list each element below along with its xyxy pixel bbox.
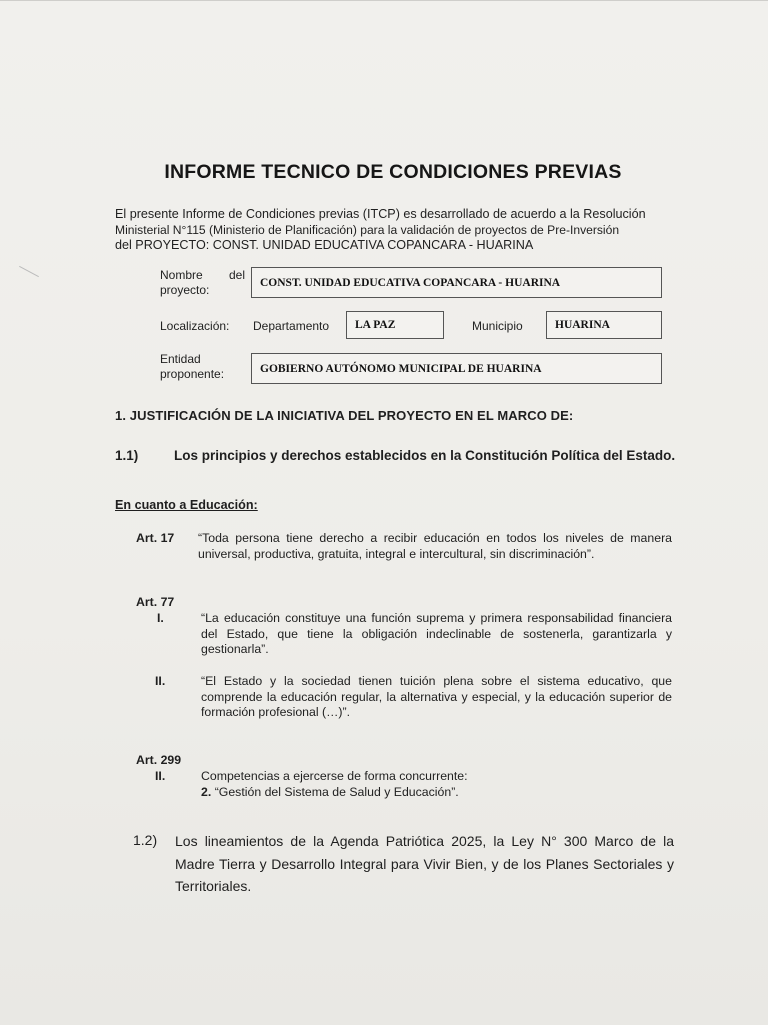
- municipio-label: Municipio: [472, 319, 523, 333]
- document-title: INFORME TECNICO DE CONDICIONES PREVIAS: [164, 161, 622, 183]
- art-77-label: Art. 77: [136, 595, 175, 609]
- section-1-1-number: 1.1): [115, 448, 139, 463]
- municipio-field: HUARINA: [546, 311, 662, 339]
- art-299-ii-item: [201, 785, 672, 801]
- intro-paragraph: [115, 207, 675, 254]
- departamento-label: Departamento: [253, 319, 330, 333]
- art-17-label: Art. 17: [136, 531, 175, 545]
- scan-mark: [19, 266, 39, 277]
- intro-line-1: El presente Informe de Condiciones previas (ITCP) es desarrollado de acuerdo a la Resolución: [115, 207, 646, 221]
- educacion-heading: En cuanto a Educación:: [115, 498, 258, 512]
- art-299-ii-item-number: 2.: [201, 785, 212, 799]
- entidad-field: GOBIERNO AUTÓNOMO MUNICIPAL DE HUARINA: [251, 353, 662, 384]
- art-77-ii-label: II.: [155, 674, 166, 688]
- art-77-i-label: I.: [157, 611, 164, 625]
- section-1-2-number: 1.2): [133, 832, 158, 848]
- section-1-2-text: Los lineamientos de la Agenda Patriótica 2025, la Ley N° 300 Marco de la Madre Tierra y Desarrollo Integral para Vivir Bien, y de los Planes Sectoriales y Territoriales.: [175, 833, 674, 894]
- art-299-label: Art. 299: [136, 753, 182, 767]
- nombre-proyecto-field: CONST. UNIDAD EDUCATIVA COPANCARA - HUARINA: [251, 267, 662, 298]
- localizacion-label: Localización:: [160, 319, 230, 333]
- art-17-text: “Toda persona tiene derecho a recibir educación en todos los niveles de manera universal, productiva, gratuita, integral e intercultural, sin discriminación”.: [198, 531, 672, 561]
- departamento-field: LA PAZ: [346, 311, 444, 339]
- section-1-1-text: Los principios y derechos establecidos en la Constitución Política del Estado.: [174, 448, 676, 463]
- section-1-heading: 1. JUSTIFICACIÓN DE LA INICIATIVA DEL PROYECTO EN EL MARCO DE:: [115, 408, 574, 423]
- entidad-label-1: Entidad: [160, 352, 201, 366]
- intro-line-2: Ministerial N°115 (Ministerio de Planificación) para la validación de proyectos de Pre-Inversión: [115, 222, 620, 237]
- entidad-label-2: proponente:: [160, 367, 225, 381]
- art-77-i-text: “La educación constituye una función suprema y primera responsabilidad financiera del Estado, que tiene la obligación indeclinable de sostenerla, garantizarla y gestionarla”.: [201, 611, 672, 656]
- art-77-ii-text: “El Estado y la sociedad tienen tuición plena sobre el sistema educativo, que comprende la educación regular, la alternativa y especial, y la educación superior de formación profesional (…)”.: [201, 674, 672, 719]
- art-299-ii-item-text: “Gestión del Sistema de Salud y Educación”.: [214, 785, 459, 799]
- nombre-label-1: Nombre: [160, 268, 203, 282]
- art-299-ii-line: Competencias a ejercerse de forma concurrente:: [201, 769, 468, 783]
- nombre-label-2: proyecto:: [160, 283, 210, 297]
- intro-line-3: del PROYECTO: CONST. UNIDAD EDUCATIVA COPANCARA - HUARINA: [115, 238, 534, 252]
- art-299-ii-label: II.: [155, 769, 166, 783]
- nombre-label-del: del: [229, 268, 246, 282]
